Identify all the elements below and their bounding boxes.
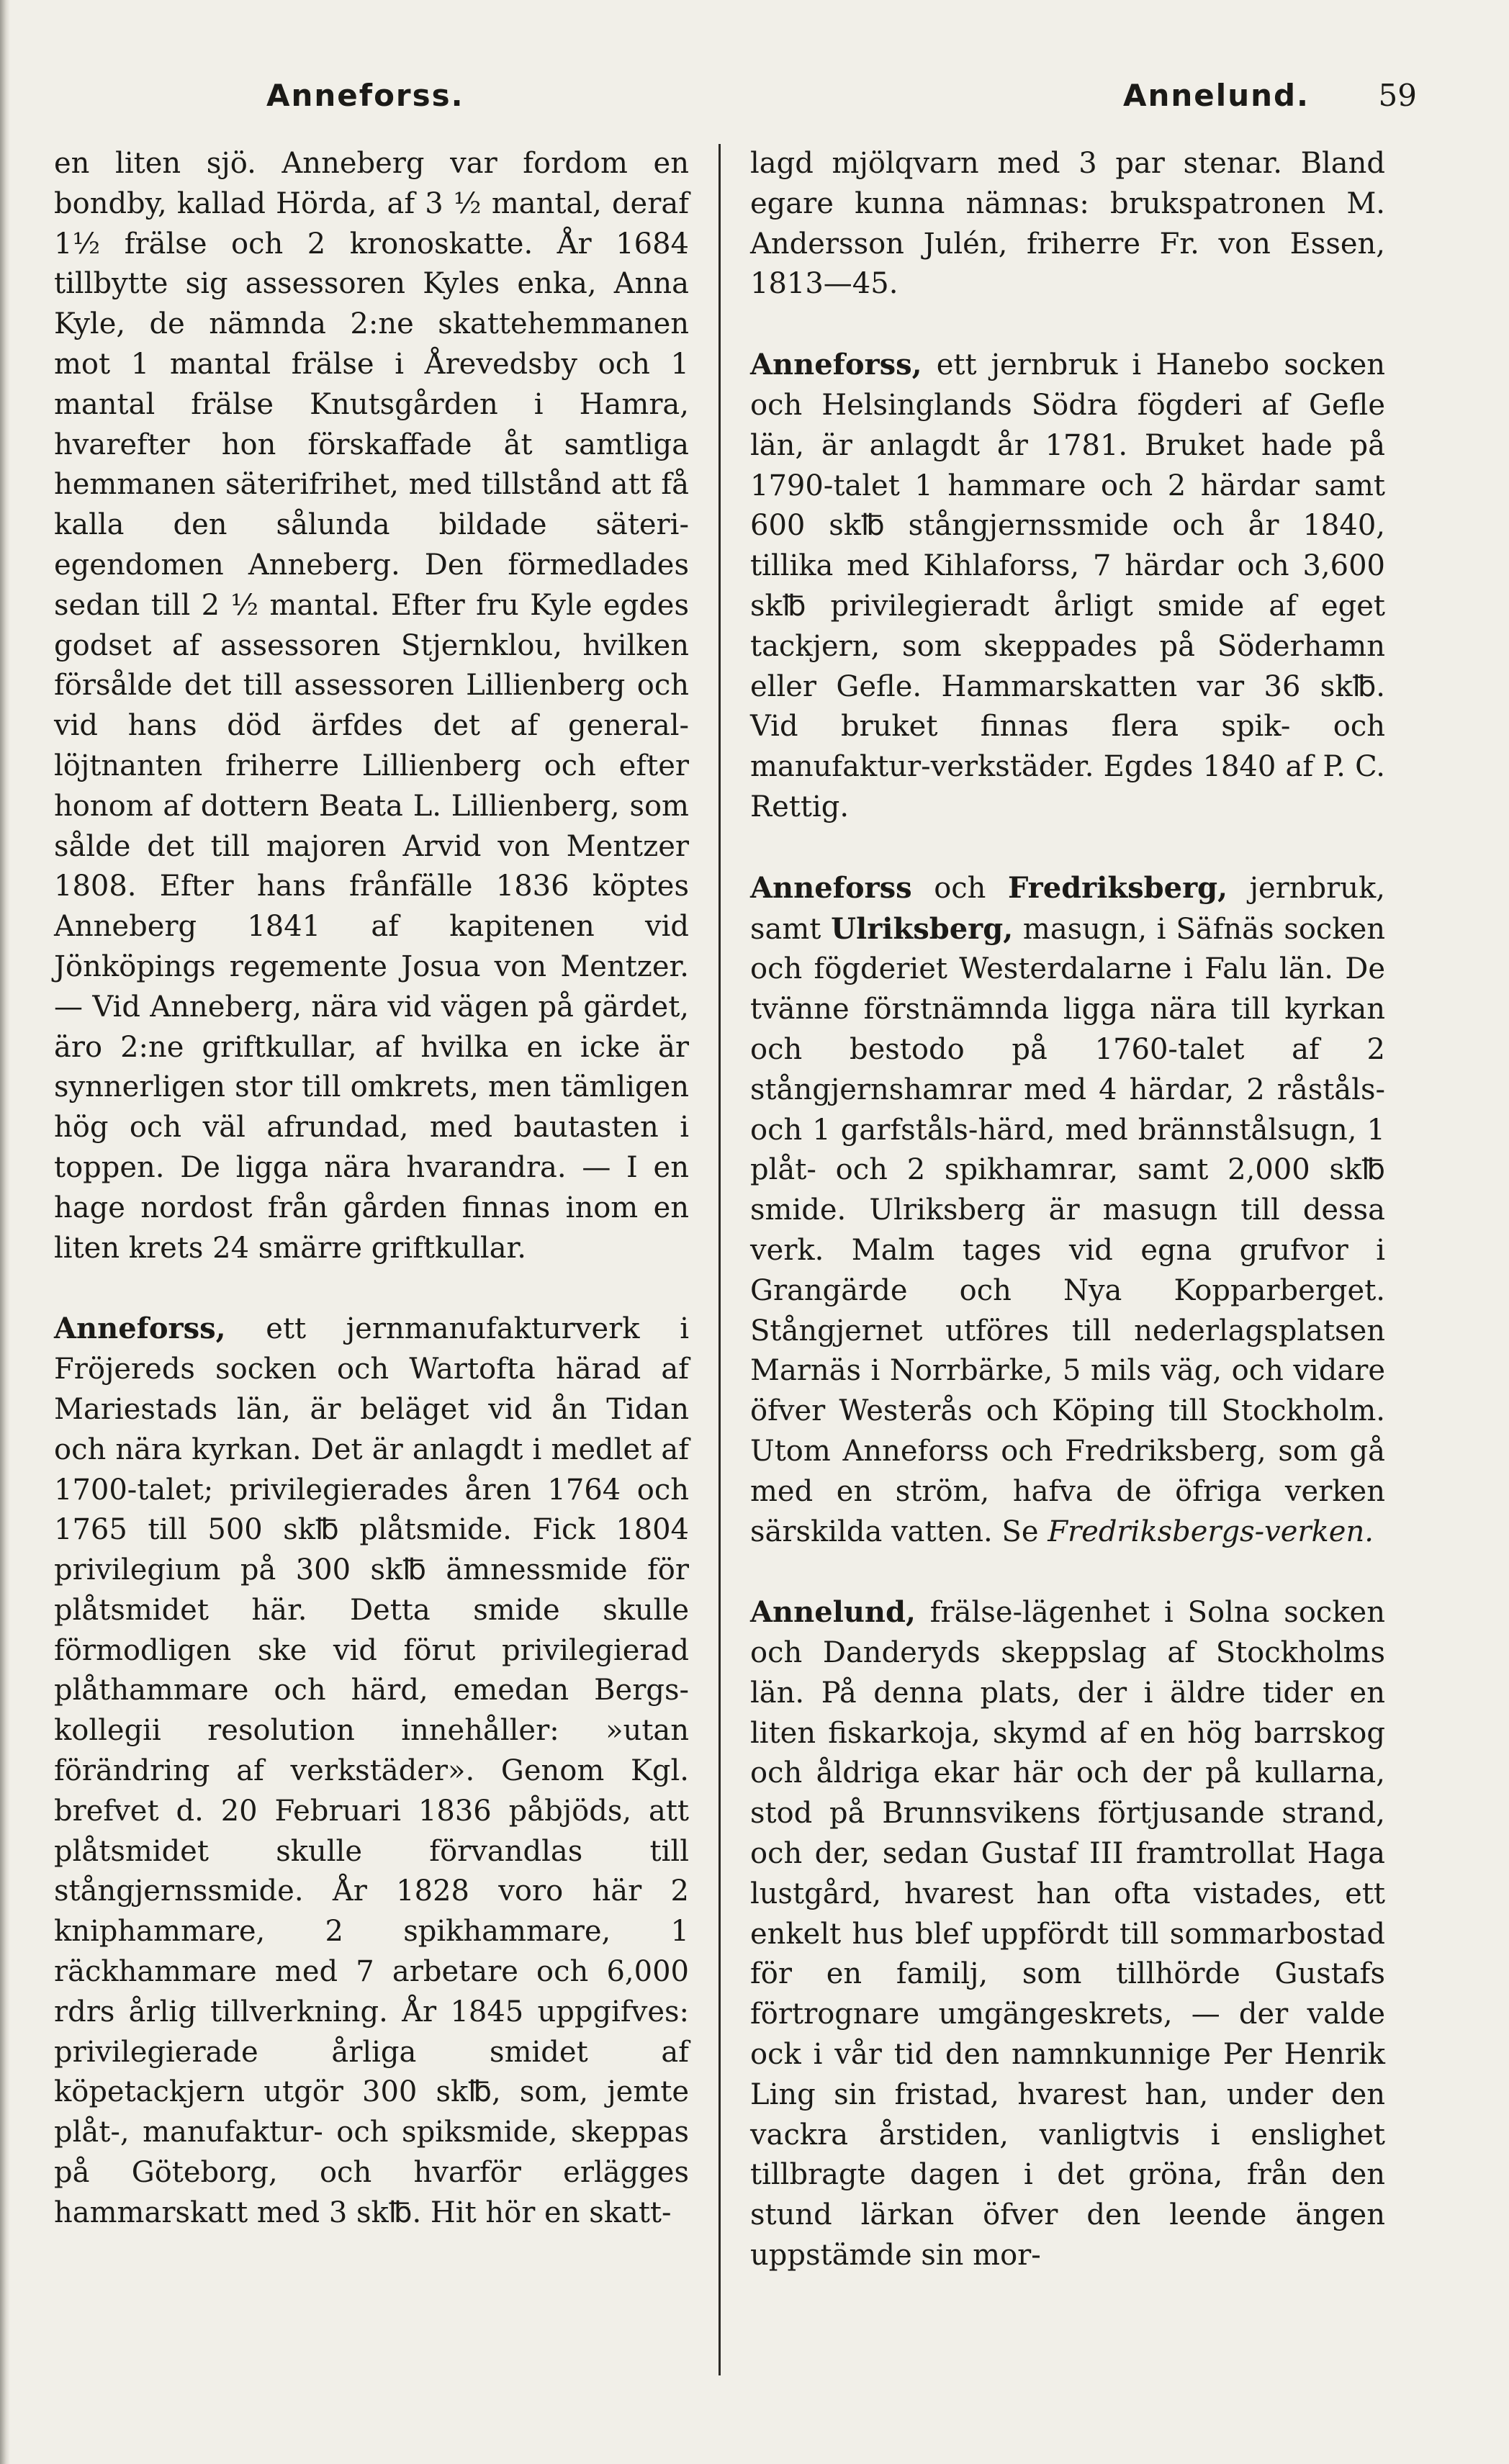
entry-anneforss-hanebo	[750, 345, 1385, 828]
entry-anneforss-fredriksberg	[750, 868, 1385, 1553]
entry-headword: Anneforss,	[750, 348, 922, 382]
entry-headword: Anneforss,	[54, 1312, 226, 1346]
entry-annelund	[750, 1592, 1385, 2276]
header-left-title: Anneforss.	[266, 78, 464, 113]
entry-text: frälse-lägenhet i Solna socken och Danderyds skeppslag af Stockholms län. På denna plats, der i äldre tider en liten fiskarkoja, skymd af en hög barrskog och åldriga ekar här och der på kullarna, stod på Brunnsvikens förtjusande strand, och der, sedan Gustaf III framtrollat Haga lustgård, hvarest han ofta vistades, ett enkelt hus blef uppfördt till sommarbostad för en familj, som tillhörde Gustafs förtrognare umgängeskrets, — der valde ock i vår tid den namnkunnige Per Henrik Ling sin fristad, hvarest han, under den vackra årstiden, vanligtvis i enslighet tillbragte dagen i det gröna, från den stund lärkan öfver den leende ängen uppstämde sin mor-	[750, 1596, 1385, 2273]
entry-text: ett jernbruk i Hanebo socken och Helsinglands Södra fögderi af Gefle län, är anlagdt år 1781. Bruket hade på 1790-talet 1 hammare och 2 härdar samt 600 sk℔ stångjernssmide och år 1840, tillika med Kihlaforss, 7 härdar och 3,600 sk℔ privilegieradt årligt smide af eget tackjern, som skeppades på Söderhamn eller Gefle. Hammarskatten var 36 sk℔. Vid bruket finnas flera spik- och manufaktur-verkstäder. Egdes 1840 af P. C. Rettig.	[750, 348, 1385, 823]
entry-text: jernbruk, samt	[750, 871, 1385, 946]
entry-headword: Ulriksberg,	[831, 911, 1014, 946]
entry-text: och	[911, 871, 1008, 905]
right-column	[750, 144, 1385, 2276]
entry-anneforss-frojered	[54, 1309, 689, 2233]
paragraph-anneforss-continued: lagd mjölqvarn med 3 par stenar. Bland egare kunna nämnas: brukspatronen M. Andersson Julén, friherre Fr. von Essen, 1813—45.	[750, 147, 1385, 301]
paragraph-gap	[750, 828, 1385, 868]
entry-text: ett jernmanufakturverk i Fröjereds socken och Wartofta härad af Mariestads län, är beläget vid ån Tidan och nära kyrkan. Det är anlagdt i medlet af 1700-talet; privilegierades åren 1764 och 1765 till 500 sk℔ plåtsmide. Fick 1804 privilegium på 300 sk℔ ämnessmide för plåtsmidet här. Detta smide skulle förmodligen ske vid förut privilegierad plåthammare och härd, emedan Bergs-kollegii resolution innehåller: »utan förändring af verkstäder». Genom Kgl. brefvet d. 20 Februari 1836 påbjöds, att plåtsmidet skulle förvandlas till stångjernssmide. År 1828 voro här 2 kniphammare, 2 spikhammare, 1 räckhammare med 7 arbetare och 6,000 rdrs årlig tillverkning. År 1845 uppgifves: privilegierade årliga smidet af köpetackjern utgör 300 sk℔, som, jemte plåt-, manufaktur- och spiksmide, skeppas på Götеborg, och hvarför erlägges hammarskatt med 3 sk℔. Hit hör en skatt-	[54, 1312, 689, 2229]
column-divider	[719, 144, 721, 2375]
entry-headword: Fredriksberg,	[1007, 870, 1228, 905]
entry-text: masugn, i Säfnäs socken och fögderiet Westerdalarne i Falu län. De tvänne förstnämnda ligga nära till kyrkan och bestodo på 1760-talet af 2 stångjernshamrar med 4 härdar, 2 råståls- och 1 garfståls-härd, med brännstålsugn, 1 plåt- och 2 spikhamrar, samt 2,000 sk℔ smide. Ulriksberg är masugn till dessa verk. Malm tages vid egna grufvor i Grangärde och Nya Kopparberget. Stångjernet utföres till nederlagsplatsen Marnäs i Norrbärke, 5 mils väg, och vidare öfver Westerås och Köping till Stockholm. Utom Anneforss och Fredriksberg, som gå med en ström, hafva de öfriga verken särskilda vatten. Se	[750, 912, 1386, 1548]
paragraph-gap	[750, 1552, 1385, 1592]
entry-headword: Anneforss	[750, 870, 912, 905]
page-number: 59	[1378, 78, 1417, 113]
entry-headword: Annelund,	[750, 1595, 916, 1630]
header-right-title: Annelund.	[1123, 78, 1310, 113]
left-column	[54, 144, 689, 2234]
paragraph-gap	[750, 304, 1385, 345]
running-header	[50, 78, 1466, 121]
paragraph-gap	[54, 1268, 689, 1309]
paragraph-anneberg-continued: en liten sjö. Anneberg var fordom en bondby, kallad Hörda, af 3 ½ mantal, deraf 1½ frälse och 2 kronoskatte. År 1684 tillbytte sig assessoren Kyles enka, Anna Kyle, de nämnda 2:ne skattehemmanen mot 1 mantal frälse i Årevedsby och 1 mantal frälse Knutsgården i Hamra, hvarefter hon förskaffade åt samtliga hemmanen säterifrihet, med tillstånd att få kalla den sålunda bildade säteri-egendomen Anneberg. Den förmedlades sedan till 2 ½ mantal. Efter fru Kyle egdes godset af assessoren Stjernklou, hvilken försålde det till assessoren Lillienberg och vid hans död ärfdes det af general-löjtnanten friherre Lillienberg och efter honom af dottern Beata L. Lillienberg, som sålde det till majoren Arvid von Mentzer 1808. Efter hans frånfälle 1836 köptes Anneberg 1841 af kapitenen vid Jönköpings regemente Josua von Mentzer. — Vid Anneberg, nära vid vägen på gärdet, äro 2:ne griftkullar, af hvilka en icke är synnerligen stor till omkrets, men tämligen hög och väl afrundad, med bautasten i toppen. De ligga nära hvarandra. — I en hage nordost från gården finnas inom en liten krets 24 smärre griftkullar.	[54, 147, 689, 1265]
page-edge-shadow	[0, 0, 10, 2464]
cross-reference: Fredriksbergs-verken.	[1048, 1515, 1374, 1548]
